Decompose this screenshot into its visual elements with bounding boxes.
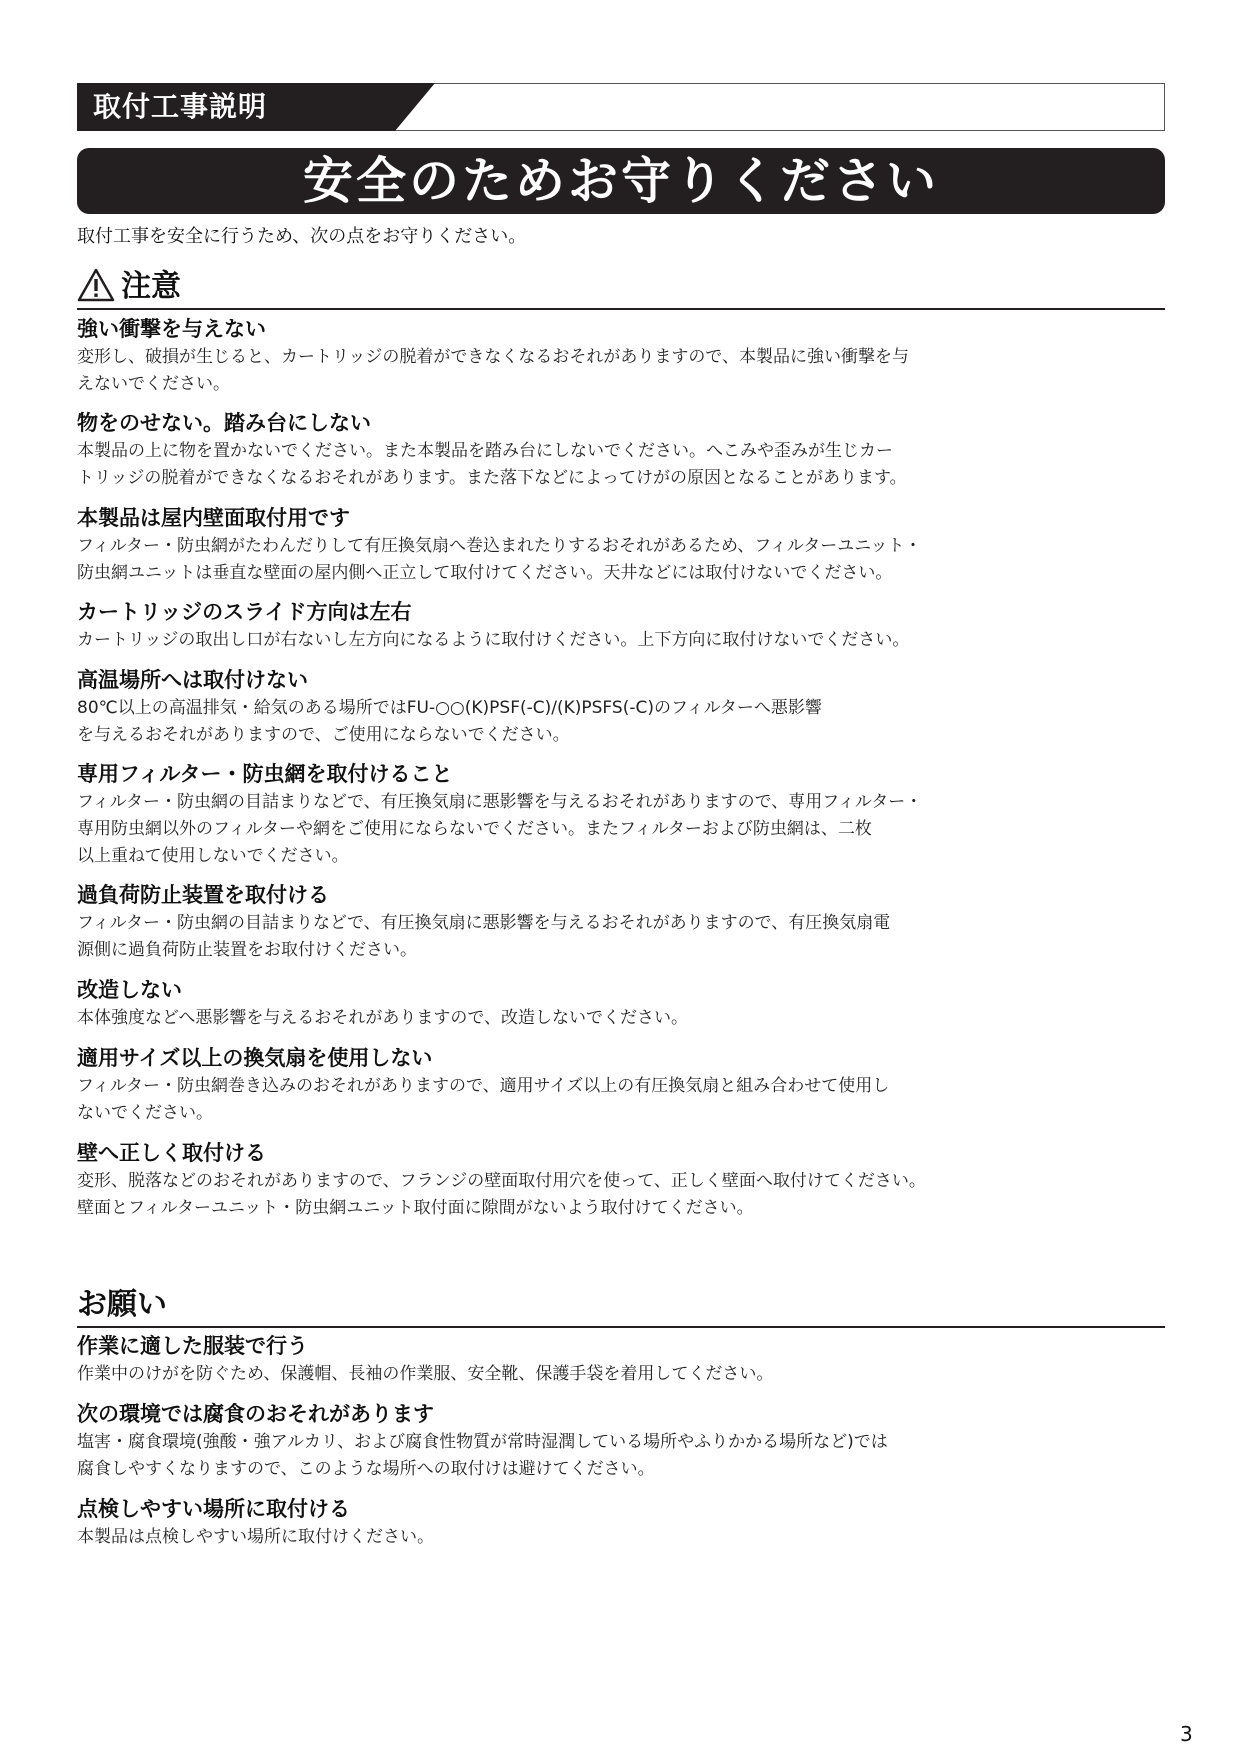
caution-item: [77, 408, 977, 492]
caution-item: [77, 665, 977, 749]
warning-triangle-icon: [77, 268, 115, 302]
item-title: 点検しやすい場所に取付ける: [77, 1497, 350, 1521]
caution-item: [77, 503, 977, 587]
request-title: お願い: [77, 1287, 167, 1322]
caution-item: [77, 1138, 977, 1222]
item-title: 次の環境では腐食のおそれがあります: [77, 1402, 434, 1426]
item-body: フィルター・防虫網の目詰まりなどで、有圧換気扇に悪影響を与えるおそれがありますので、有圧換気扇電 源側に過負荷防止装置をお取付けください。: [77, 913, 891, 960]
caution-item: [77, 1043, 977, 1127]
item-title: 強い衝撃を与えない: [77, 317, 266, 341]
item-title: 高温場所へは取付けない: [77, 668, 308, 692]
intro-text: 取付工事を安全に行うため、次の点をお守りください。: [77, 226, 527, 247]
page-title: 安全のためお守りください: [303, 152, 939, 210]
page-number: 3: [1180, 1722, 1193, 1746]
caution-item: [77, 597, 977, 654]
item-body: フィルター・防虫網がたわんだりして有圧換気扇へ巻込まれたりするおそれがあるため、フィルターユニット・ 防虫網ユニットは垂直な壁面の屋内側へ正立して取付けてください。天井などには取付けないでください。: [77, 536, 922, 583]
item-title: 物をのせない。踏み台にしない: [77, 411, 371, 435]
request-item: [77, 1494, 977, 1551]
item-title: 過負荷防止装置を取付ける: [77, 883, 329, 907]
request-item: [77, 1399, 977, 1483]
item-title: 専用フィルター・防虫網を取付けること: [77, 762, 453, 786]
request-item: [77, 1331, 977, 1388]
item-body: フィルター・防虫網巻き込みのおそれがありますので、適用サイズ以上の有圧換気扇と組み合わせて使用し ないでください。: [77, 1076, 890, 1123]
item-body: 本製品は点検しやすい場所に取付けください。: [77, 1527, 434, 1547]
section-tab-header: [77, 83, 1165, 131]
caution-title: 注意: [121, 269, 181, 304]
item-body: 変形、脱落などのおそれがありますので、フランジの壁面取付用穴を使って、正しく壁面へ取付けてください。 壁面とフィルターユニット・防虫網ユニット取付面に隙間がないよう取付けてください。: [77, 1171, 926, 1218]
item-body: 本製品の上に物を置かないでください。また本製品を踏み台にしないでください。へこみや歪みが生じカー トリッジの脱着ができなくなるおそれがあります。また落下などによってけがの原因となることがあります。: [77, 441, 907, 488]
item-body: 80℃以上の高温排気・給気のある場所ではFU-○○(K)PSF(-C)/(K)PSFS(-C)のフィルターへ悪影響 を与えるおそれがありますので、ご使用にならないでください。: [77, 698, 822, 745]
item-body: 変形し、破損が生じると、カートリッジの脱着ができなくなるおそれがありますので、本製品に強い衝撃を与 えないでください。: [77, 347, 909, 394]
caution-item: [77, 880, 977, 964]
item-title: 適用サイズ以上の換気扇を使用しない: [77, 1046, 433, 1070]
title-banner: [77, 148, 1165, 214]
item-body: フィルター・防虫網の目詰まりなどで、有圧換気扇に悪影響を与えるおそれがありますので、専用フィルター・ 専用防虫網以外のフィルターや網をご使用にならないでください。またフィルターおよび防虫網は、二枚 以上重ねて使用しないでください。: [77, 792, 923, 866]
item-body: 作業中のけがを防ぐため、保護帽、長袖の作業服、安全靴、保護手袋を着用してください。: [77, 1364, 774, 1384]
item-title: 壁へ正しく取付ける: [77, 1141, 266, 1165]
item-title: カートリッジのスライド方向は左右: [77, 600, 412, 624]
caution-item: [77, 975, 977, 1032]
item-title: 改造しない: [77, 978, 182, 1002]
caution-item: [77, 759, 977, 870]
item-title: 作業に適した服装で行う: [77, 1334, 308, 1358]
item-body: 塩害・腐食環境(強酸・強アルカリ、および腐食性物質が常時湿潤している場所やふりかかる場所など)では 腐食しやすくなりますので、このような場所への取付けは避けてください。: [77, 1432, 888, 1479]
request-heading: [77, 1284, 1165, 1328]
caution-item: [77, 314, 977, 398]
item-body: 本体強度などへ悪影響を与えるおそれがありますので、改造しないでください。: [77, 1008, 688, 1028]
item-body: カートリッジの取出し口が右ないし左方向になるように取付けください。上下方向に取付けないでください。: [77, 630, 910, 650]
tab-label: 取付工事説明: [93, 90, 268, 123]
item-title: 本製品は屋内壁面取付用です: [77, 506, 350, 530]
caution-heading: [77, 266, 1165, 310]
